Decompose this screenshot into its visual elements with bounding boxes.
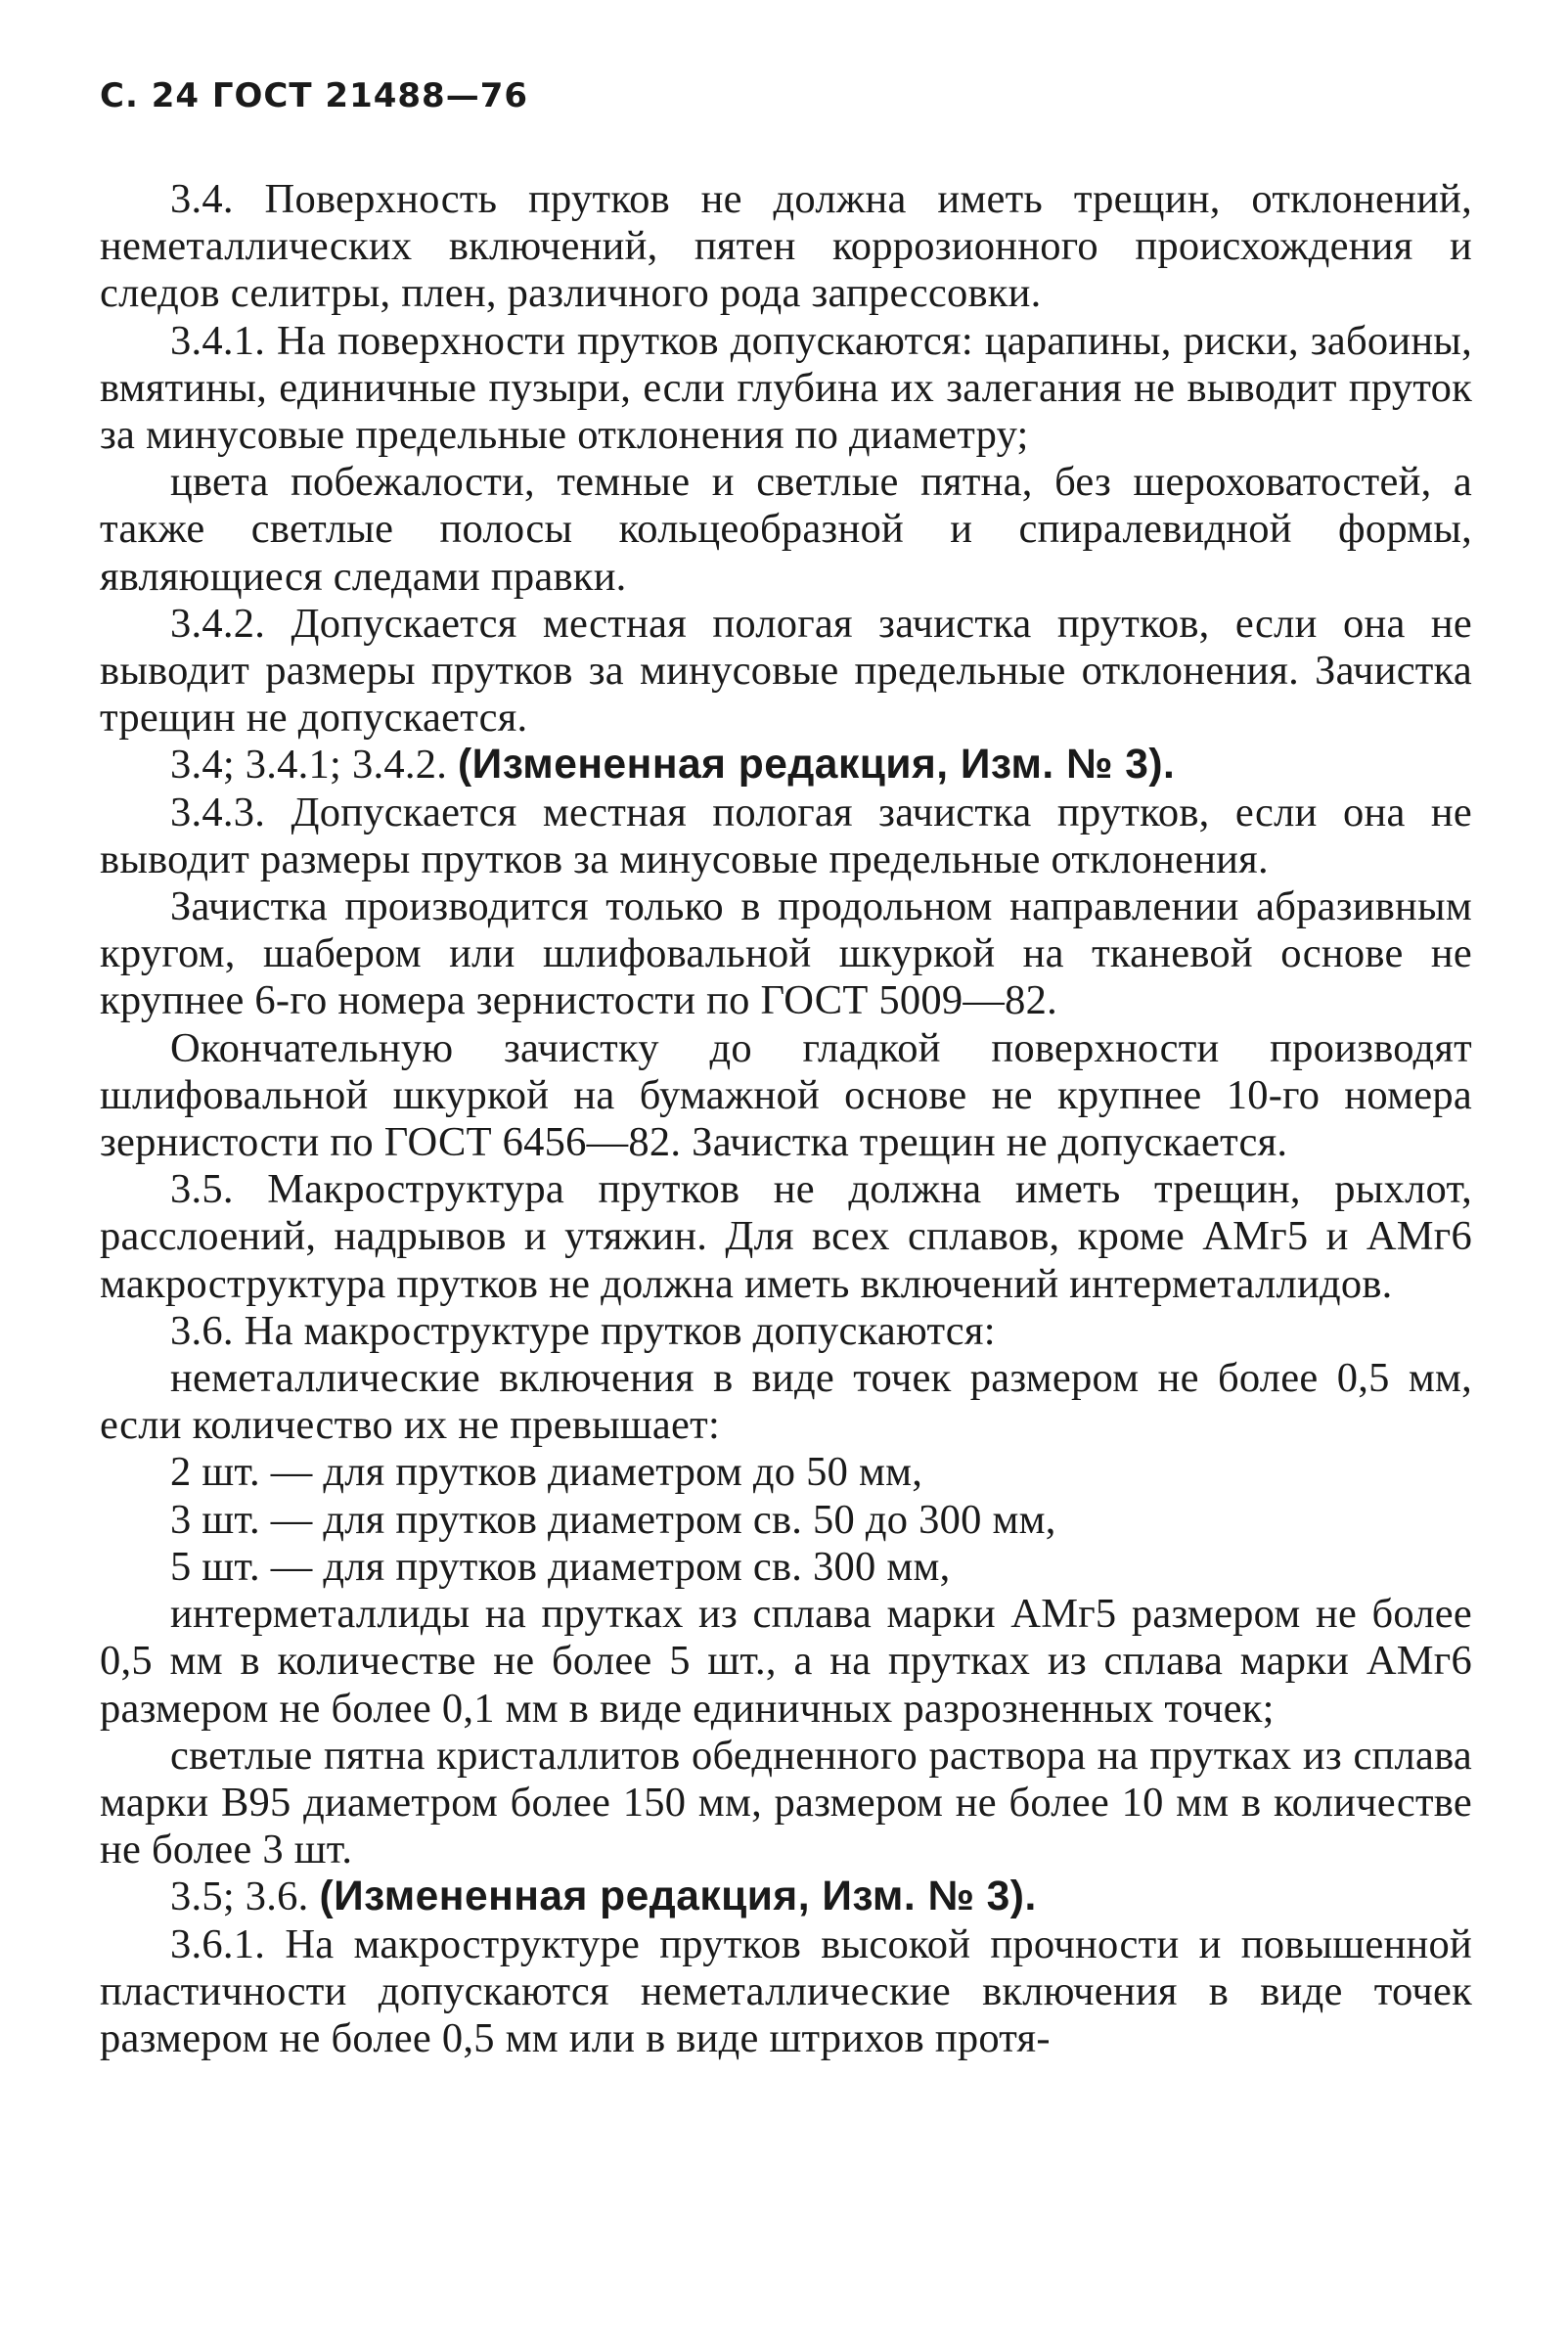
document-body [100, 176, 1472, 2062]
paragraph-3-6-intermetallics: интерметаллиды на прутках из сплава марки АМг5 размером не более 0,5 мм в количестве не более 5 шт., а на прутках из сплава марки АМг6 размером не более 0,1 мм в виде единичных разрозненных точек; [100, 1591, 1472, 1732]
amendment-note-2-prefix: 3.5; 3.6. [170, 1873, 320, 1920]
list-item-5pcs: 5 шт. — для прутков диаметром св. 300 мм, [170, 1543, 951, 1590]
paragraph-3-4-3-final: Окончательную зачистку до гладкой поверхности производят шлифовальной шкуркой на бумажной основе не крупнее 10-го номера зернистости по ГОСТ 6456—82. Зачистка трещин не допускается. [100, 1024, 1472, 1166]
paragraph-3-6: 3.6. На макроструктуре прутков допускаются: [170, 1307, 996, 1354]
paragraph-3-6-1: 3.6.1. На макроструктуре прутков высокой прочности и повышенной пластичности допускаются неметаллические включения в виде точек размером не более 0,5 мм или в виде штрихов протя- [100, 1920, 1472, 2061]
paragraph-3-6-inclusions: неметаллические включения в виде точек размером не более 0,5 мм, если количество их не превышает: [100, 1355, 1472, 1449]
list-item-2pcs: 2 шт. — для прутков диаметром до 50 мм, [170, 1449, 923, 1496]
paragraph-3-4-2: 3.4.2. Допускается местная пологая зачистка прутков, если она не выводит размеры прутков за минусовые предельные отклонения. Зачистка трещин не допускается. [100, 600, 1472, 742]
paragraph-3-4-3: 3.4.3. Допускается местная пологая зачистка прутков, если она не выводит размеры прутков за минусовые предельные отклонения. [100, 789, 1472, 882]
paragraph-3-4-1: 3.4.1. На поверхности прутков допускаются: царапины, риски, забоины, вмятины, единичные пузыри, если глубина их залегания не выводит пруток за минусовые предельные отклонения по диаметру; [100, 317, 1472, 459]
paragraph-3-5: 3.5. Макроструктура прутков не должна иметь трещин, рыхлот, расслоений, надрывов и утяжин. Для всех сплавов, кроме АМг5 и АМг6 макроструктура прутков не должна иметь включений интерметаллидов. [100, 1166, 1472, 1307]
list-item-3pcs: 3 шт. — для прутков диаметром св. 50 до 300 мм, [170, 1496, 1056, 1543]
amendment-note-1-bold: (Измененная редакция, Изм. № 3). [458, 742, 1176, 789]
amendment-note-1-prefix: 3.4; 3.4.1; 3.4.2. [170, 742, 458, 789]
amendment-note-1 [100, 742, 1472, 789]
paragraph-3-4-1-continued: цвета побежалости, темные и светлые пятна, без шероховатостей, а также светлые полосы кольцеобразной и спиралевидной формы, являющиеся следами правки. [100, 459, 1472, 600]
paragraph-3-4-3-cleaning: Зачистка производится только в продольном направлении абразивным кругом, шабером или шлифовальной шкуркой на тканевой основе не крупнее 6-го номера зернистости по ГОСТ 5009—82. [100, 883, 1472, 1024]
amendment-note-2-bold: (Измененная редакция, Изм. № 3). [319, 1873, 1037, 1920]
paragraph-3-6-light-spots: светлые пятна кристаллитов обедненного раствора на прутках из сплава марки В95 диаметром более 150 мм, размером не более 10 мм в количестве не более 3 шт. [100, 1732, 1472, 1873]
paragraph-3-4: 3.4. Поверхность прутков не должна иметь трещин, отклонений, неметаллических включений, пятен коррозионного происхождения и следов селитры, плен, различного рода запрессовки. [100, 176, 1472, 317]
amendment-note-2 [100, 1873, 1472, 1920]
page-header: С. 24 ГОСТ 21488—76 [100, 76, 529, 115]
